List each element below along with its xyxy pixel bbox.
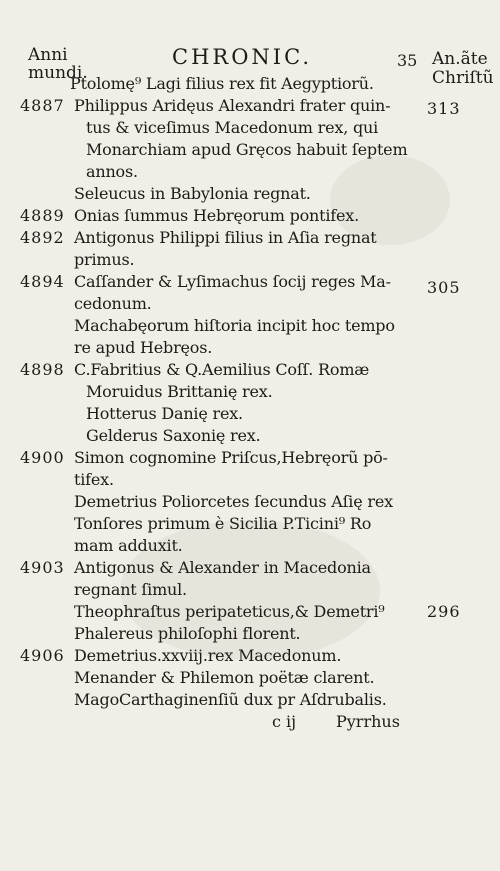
entry-line: regnant ſimul. bbox=[74, 580, 187, 599]
year-anni-mundi: 4887 bbox=[20, 96, 65, 115]
column-heading-ante-christum bbox=[432, 51, 494, 87]
entry-line: tus & viceſimus Macedonum rex, qui bbox=[86, 118, 379, 137]
year-ante-christum: 313 bbox=[427, 99, 461, 118]
year-anni-mundi: 4906 bbox=[20, 646, 65, 665]
entry-line: Philippus Aridęus Alexandri frater quin- bbox=[74, 96, 391, 115]
entry-line: Ptolomę⁹ Lagi filius rex fit Aegyptiorũ. bbox=[70, 74, 374, 93]
entry-line: annos. bbox=[86, 162, 138, 181]
entry-line: Simon cognomine Priſcus,Hebręorũ pō- bbox=[74, 448, 388, 467]
running-title: CHRONIC. bbox=[172, 45, 313, 69]
ante-label: An.ãte bbox=[432, 49, 488, 69]
entry-line: Menander & Philemon poëtæ clarent. bbox=[74, 668, 375, 687]
anni-label: Anni bbox=[28, 45, 68, 65]
year-anni-mundi: 4894 bbox=[20, 272, 65, 291]
mundi-label: mundi. bbox=[28, 63, 88, 83]
year-anni-mundi: 4889 bbox=[20, 206, 65, 225]
entry-line: Theophraſtus peripateticus,& Demetri⁹ bbox=[74, 602, 385, 621]
entry-line: Seleucus in Babylonia regnat. bbox=[74, 184, 311, 203]
page-number: 35 bbox=[397, 51, 418, 70]
entry-line: primus. bbox=[74, 250, 135, 269]
entry-line: Demetrius Poliorcetes ſecundus Aſię rex bbox=[74, 492, 393, 511]
year-anni-mundi: 4898 bbox=[20, 360, 65, 379]
year-ante-christum: 296 bbox=[427, 602, 461, 621]
entry-line: Caſſander & Lyſimachus ſocij reges Ma- bbox=[74, 272, 391, 291]
christum-label: Chriſtũ bbox=[432, 68, 494, 88]
entry-line: Onias ſummus Hebręorum pontifex. bbox=[74, 206, 359, 225]
entry-line: Antigonus Philippi filius in Aſia regnat bbox=[74, 228, 377, 247]
catchword: Pyrrhus bbox=[336, 712, 400, 731]
entry-line: Machabęorum hiſtoria incipit hoc tempo bbox=[74, 316, 395, 335]
entry-line: cedonum. bbox=[74, 294, 152, 313]
year-ante-christum: 305 bbox=[427, 278, 461, 297]
signature-mark: c ij bbox=[272, 712, 297, 731]
year-anni-mundi: 4903 bbox=[20, 558, 65, 577]
entry-line: re apud Hebręos. bbox=[74, 338, 213, 357]
entry-line: Phalereus philoſophi florent. bbox=[74, 624, 301, 643]
year-anni-mundi: 4900 bbox=[20, 448, 65, 467]
entry-line: mam adduxit. bbox=[74, 536, 183, 555]
entry-line: tifex. bbox=[74, 470, 114, 489]
entry-line: Monarchiam apud Gręcos habuit ſeptem bbox=[86, 140, 408, 159]
entry-line: Tonſores primum è Sicilia P.Ticini⁹ Ro bbox=[74, 514, 372, 533]
entry-line: Moruidus Brittanię rex. bbox=[86, 382, 273, 401]
entry-line: MagoCarthaginenſiũ dux pr Aſdrubalis. bbox=[74, 690, 387, 709]
year-anni-mundi: 4892 bbox=[20, 228, 65, 247]
entry-line: Hotterus Danię rex. bbox=[86, 404, 243, 423]
entry-line: Antigonus & Alexander in Macedonia bbox=[74, 558, 371, 577]
entry-line: C.Fabritius & Q.Aemilius Coſſ. Romæ bbox=[74, 360, 370, 379]
entry-line: Gelderus Saxonię rex. bbox=[86, 426, 261, 445]
entry-line: Demetrius.xxviij.rex Macedonum. bbox=[74, 646, 342, 665]
